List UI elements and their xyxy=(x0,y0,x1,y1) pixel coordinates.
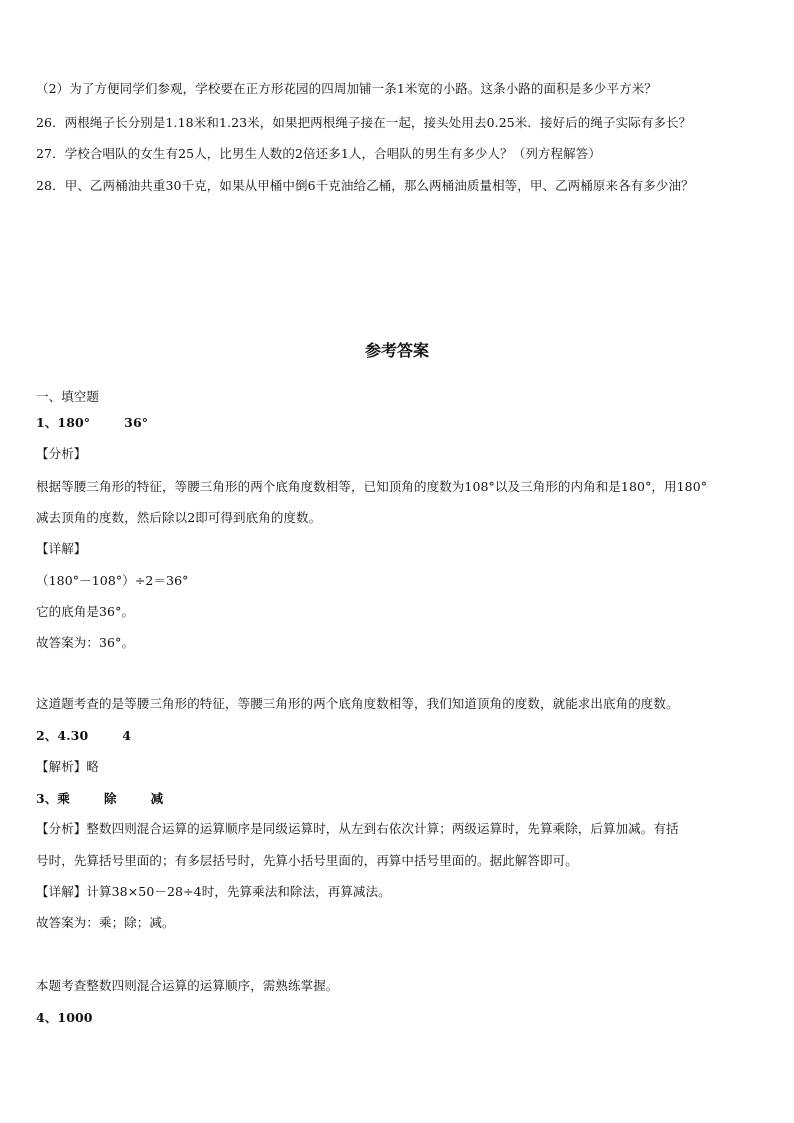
answer-2-value-2: 4 xyxy=(122,728,132,743)
answer-1-number: 1、180° xyxy=(36,415,91,430)
answer-3-value-3: 减 xyxy=(150,791,164,806)
answer-4-header: 4、1000 xyxy=(36,1010,93,1025)
answer-2-header xyxy=(36,727,131,745)
question-25-part-2: （2）为了方便同学们参观，学校要在正方形花园的四周加铺一条1米宽的小路。这条小路的面积是多少平方米？ xyxy=(36,81,657,96)
question-26: 26．两根绳子长分别是1.18米和1.23米，如果把两根绳子接在一起，接头处用去0.25米．接好后的绳子实际有多长？ xyxy=(36,115,692,130)
section-title: 一、填空题 xyxy=(36,389,100,404)
answer-1-analysis-line-2: 减去顶角的度数，然后除以2即可得到底角的度数。 xyxy=(36,510,322,525)
answer-3-analysis-line-1: 【分析】整数四则混合运算的运算顺序是同级运算时，从左到右依次计算；两级运算时，先算乘除，后算加减。有括 xyxy=(36,821,679,836)
answer-3-summary: 本题考查整数四则混合运算的运算顺序，需熟练掌握。 xyxy=(36,978,339,993)
answer-2-analysis: 【解析】略 xyxy=(36,759,100,774)
answer-1-value-2: 36° xyxy=(124,415,149,430)
answer-3-number: 3、乘 xyxy=(36,791,70,806)
answer-1-final: 故答案为：36°。 xyxy=(36,635,135,650)
answer-2-number: 2、4.30 xyxy=(36,728,89,743)
answer-1-calculation: （180°－108°）÷2＝36° xyxy=(36,573,189,588)
answer-1-result: 它的底角是36°。 xyxy=(36,604,135,619)
answer-1-header xyxy=(36,414,148,432)
question-28: 28．甲、乙两桶油共重30千克，如果从甲桶中倒6千克油给乙桶，那么两桶油质量相等，甲、乙两桶原来各有多少油？ xyxy=(36,178,694,193)
answer-1-analysis-line-1: 根据等腰三角形的特征，等腰三角形的两个底角度数相等，已知顶角的度数为108°以及三角形的内角和是180°，用180° xyxy=(36,479,708,494)
answer-3-analysis-line-2: 号时，先算括号里面的；有多层括号时，先算小括号里面的，再算中括号里面的。据此解答即可。 xyxy=(36,853,578,868)
answers-heading: 参考答案 xyxy=(364,341,429,360)
answer-1-summary: 这道题考查的是等腰三角形的特征，等腰三角形的两个底角度数相等，我们知道顶角的度数，就能求出底角的度数。 xyxy=(36,696,679,711)
answer-3-value-2: 除 xyxy=(104,791,117,806)
answer-3-final: 故答案为：乘；除；减。 xyxy=(36,915,175,930)
answer-1-analysis-label: 【分析】 xyxy=(36,446,87,461)
answer-3-header xyxy=(36,790,163,808)
answer-1-detail-label: 【详解】 xyxy=(36,541,87,556)
question-27: 27．学校合唱队的女生有25人，比男生人数的2倍还多1人，合唱队的男生有多少人？（列方程解答） xyxy=(36,146,601,161)
answer-3-detail: 【详解】计算38×50－28÷4时，先算乘法和除法，再算减法。 xyxy=(36,884,391,899)
